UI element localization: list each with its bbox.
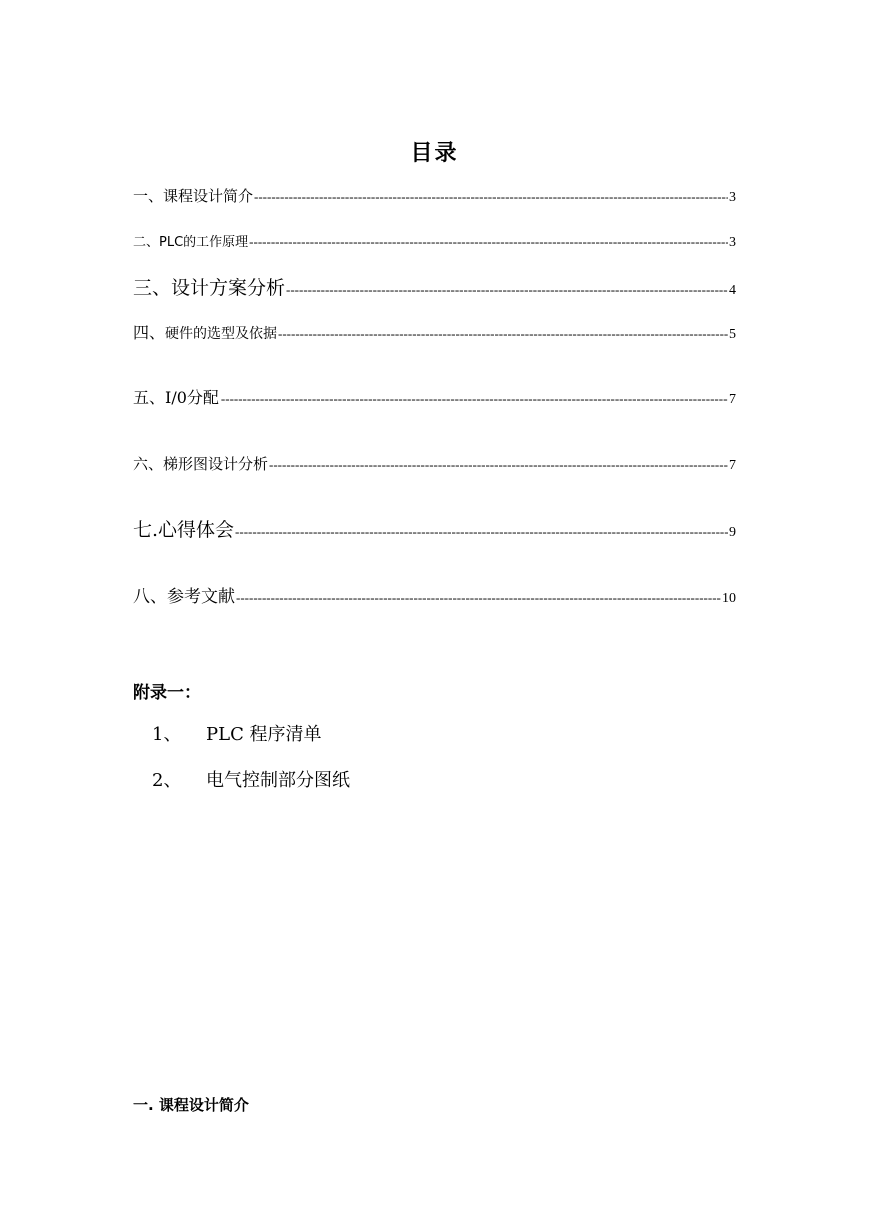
toc-page-number: 10 <box>722 591 736 606</box>
section-heading-course-intro: 一. 课程设计简介 <box>133 1096 249 1114</box>
appendix-item-text: 电气控制部分图纸 <box>206 770 350 791</box>
toc-entry-label: 八、参考文献 <box>133 587 235 607</box>
toc-leader-dots <box>236 591 721 604</box>
toc-leader-dots <box>235 525 728 538</box>
toc-entry-plc-principle[interactable] <box>133 235 736 250</box>
toc-entry-io-allocation[interactable] <box>133 390 736 407</box>
toc-entry-label: 二、PLC的工作原理 <box>133 235 249 250</box>
toc-entry-hardware-selection[interactable] <box>133 325 736 342</box>
toc-leader-dots <box>221 392 728 405</box>
appendix-item-number: 1、 <box>152 724 182 745</box>
toc-title: 目录 <box>410 141 459 166</box>
toc-entry-reflections[interactable] <box>133 521 736 540</box>
toc-entry-label: 三、设计方案分析 <box>133 277 286 299</box>
toc-entry-ladder-design[interactable] <box>133 457 736 473</box>
appendix-title: 附录一： <box>133 683 201 703</box>
toc-entry-label: 七.心得体会 <box>133 519 235 541</box>
toc-entry-label: 五、I/0分配 <box>133 388 219 407</box>
toc-entry-label-prefix: 四、 <box>133 323 166 342</box>
appendix-item-plc-program <box>152 720 322 746</box>
toc-entry-course-intro[interactable] <box>133 189 736 205</box>
toc-leader-dots <box>249 235 728 248</box>
toc-entry-label: 一、课程设计简介 <box>133 187 254 205</box>
toc-page-number: 7 <box>729 458 736 473</box>
toc-page-number: 3 <box>729 190 736 205</box>
toc-page-number: 3 <box>729 235 736 250</box>
appendix-item-number: 2、 <box>152 770 182 791</box>
toc-entry-design-analysis[interactable] <box>133 279 736 298</box>
toc-leader-dots <box>254 190 728 203</box>
appendix-item-electrical-drawings <box>152 766 350 792</box>
toc-page-number: 5 <box>729 327 736 342</box>
appendix-item-text: PLC 程序清单 <box>206 724 322 745</box>
toc-leader-dots <box>278 327 728 340</box>
toc-entry-label-text: 硬件的选型及依据 <box>165 326 278 342</box>
toc-leader-dots <box>286 283 728 296</box>
toc-entry-label <box>133 325 277 341</box>
toc-page-number: 4 <box>729 283 736 298</box>
toc-entry-references[interactable] <box>133 589 736 606</box>
toc-page-number: 7 <box>729 392 736 407</box>
toc-leader-dots <box>269 458 728 471</box>
toc-entry-label: 六、梯形图设计分析 <box>133 455 269 473</box>
toc-page-number: 9 <box>729 525 736 540</box>
